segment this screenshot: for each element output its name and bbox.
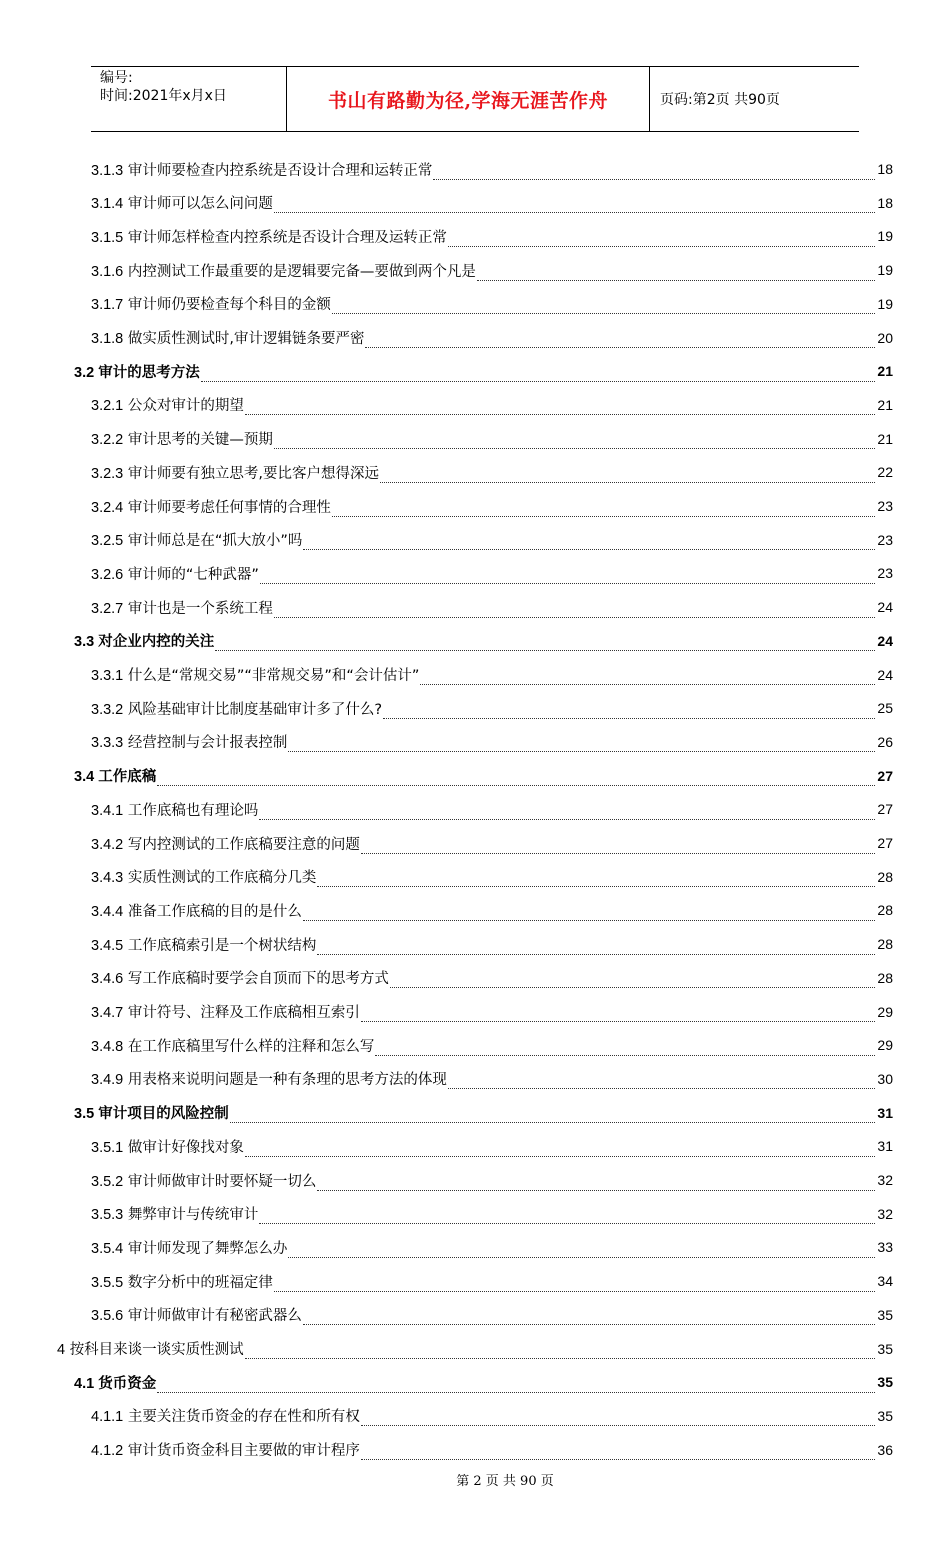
toc-entry-number: 3.5.1 [91, 1139, 124, 1156]
toc-leader-dots [448, 1074, 876, 1089]
toc-entry-page: 24 [877, 666, 893, 683]
toc-entry-label [91, 1271, 273, 1292]
toc-entry-number: 3.2.4 [91, 499, 124, 516]
toc-entry-label [91, 1203, 258, 1224]
toc-entry-number: 3.5.6 [91, 1308, 124, 1325]
toc-entry-label [91, 1035, 374, 1056]
toc-entry[interactable] [91, 152, 893, 186]
toc-entry-label [91, 934, 316, 955]
toc-entry-title: 审计的思考方法 [98, 364, 200, 381]
toc-leader-dots [361, 1411, 876, 1426]
header-meta-cell [91, 67, 287, 131]
toc-entry-page: 19 [877, 295, 893, 312]
toc-leader-dots [157, 1378, 875, 1393]
toc-leader-dots [303, 906, 876, 921]
toc-entry[interactable] [91, 1163, 893, 1197]
toc-entry-number: 3.4.9 [91, 1072, 124, 1089]
toc-entry-number: 3.5.5 [91, 1274, 124, 1291]
toc-entry-page: 35 [877, 1340, 893, 1357]
toc-entry-page: 31 [877, 1138, 893, 1155]
toc-entry-page: 18 [877, 161, 893, 177]
toc-entry-title: 风险基础审计比制度基础审计多了什么? [127, 701, 383, 718]
toc-entry-title: 按科目来谈一谈实质性测试 [69, 1342, 244, 1358]
toc-entry-number: 3.1.7 [91, 297, 124, 314]
toc-entry-label [91, 866, 316, 887]
toc-entry[interactable] [91, 1197, 893, 1231]
toc-entry[interactable] [91, 725, 893, 759]
toc-entry-label [91, 597, 273, 618]
toc-entry-label [91, 698, 382, 719]
toc-entry-title: 审计也是一个系统工程 [127, 600, 273, 617]
toc-leader-dots [245, 1344, 876, 1359]
toc-entry-label [91, 226, 447, 247]
toc-leader-dots [230, 1108, 876, 1123]
toc-entry-page: 18 [877, 194, 893, 211]
toc-entry[interactable] [91, 658, 893, 692]
toc-entry[interactable] [91, 422, 893, 456]
toc-leader-dots [288, 1243, 875, 1258]
toc-entry-page: 32 [877, 1172, 893, 1188]
toc-entry[interactable] [91, 556, 893, 590]
toc-leader-dots [288, 737, 875, 752]
toc-entry-label [74, 1102, 229, 1123]
toc-entry-number: 3.5 [74, 1106, 95, 1123]
toc-entry-number: 3.2.2 [91, 432, 124, 449]
toc-entry[interactable] [91, 1062, 893, 1096]
toc-entry-number: 3.2 [74, 364, 95, 381]
toc-entry-label [74, 361, 200, 382]
toc-entry-title: 审计师可以怎么问问题 [127, 196, 273, 213]
toc-entry[interactable] [91, 860, 893, 894]
toc-entry-title: 工作底稿 [98, 769, 157, 786]
toc-entry-number: 3.3.3 [91, 735, 124, 752]
toc-entry-page: 27 [877, 767, 893, 784]
toc-entry-label [91, 563, 259, 584]
toc-entry[interactable] [91, 927, 893, 961]
toc-entry-label [91, 462, 379, 483]
toc-leader-dots [420, 670, 875, 685]
toc-entry-title: 审计货币资金科目主要做的审计程序 [127, 1443, 360, 1460]
toc-entry-title: 做审计好像找对象 [127, 1139, 244, 1156]
toc-entry-title: 审计师怎样检查内控系统是否设计合理及运转正常 [127, 229, 447, 246]
toc-entry[interactable] [74, 1096, 893, 1130]
toc-entry-label [91, 529, 302, 550]
toc-entry-title: 工作底稿也有理论吗 [127, 802, 259, 819]
toc-entry-number: 3.4.5 [91, 937, 124, 954]
toc-entry-label [91, 1405, 360, 1426]
toc-entry-number: 3.4 [74, 769, 95, 786]
toc-entry-label [91, 293, 331, 314]
toc-leader-dots [201, 367, 876, 382]
toc-entry[interactable] [91, 253, 893, 287]
toc-leader-dots [332, 502, 876, 517]
toc-leader-dots [245, 400, 876, 415]
toc-entry-number: 3.4.6 [91, 971, 124, 988]
toc-entry-title: 在工作底稿里写什么样的注释和怎么写 [127, 1038, 375, 1055]
toc-entry-number: 3.1.6 [91, 263, 124, 280]
toc-entry-number: 4.1.2 [91, 1443, 124, 1460]
toc-leader-dots [260, 569, 876, 584]
toc-entry-number: 3.3.1 [91, 668, 124, 684]
toc-entry-label [91, 394, 244, 415]
toc-entry-number: 3.2.1 [91, 398, 124, 415]
toc-entry[interactable] [91, 691, 893, 725]
toc-leader-dots [274, 434, 876, 449]
toc-entry-number: 3.4.1 [91, 802, 124, 819]
toc-entry-number: 3.4.7 [91, 1005, 124, 1021]
toc-entry[interactable] [91, 961, 893, 995]
toc-entry[interactable] [91, 489, 893, 523]
toc-entry-title: 审计符号、注释及工作底稿相互索引 [127, 1005, 360, 1021]
toc-entry-number: 3.5.4 [91, 1240, 124, 1257]
toc-entry-title: 审计师总是在“抓大放小”吗 [127, 533, 303, 550]
toc-entry-title: 审计思考的关键—预期 [127, 432, 273, 449]
toc-entry[interactable] [91, 219, 893, 253]
toc-entry-page: 29 [877, 1003, 893, 1020]
toc-entry-number: 3.4.3 [91, 870, 124, 887]
toc-entry-page: 28 [877, 936, 893, 953]
toc-entry-title: 舞弊审计与传统审计 [127, 1207, 259, 1224]
toc-leader-dots [317, 872, 875, 887]
toc-entry-label [91, 327, 364, 348]
toc-entry-label [91, 900, 302, 921]
toc-entry-label [74, 630, 214, 651]
toc-entry-page: 23 [877, 531, 893, 548]
toc-entry[interactable] [91, 792, 893, 826]
toc-leader-dots [361, 1445, 876, 1460]
toc-entry[interactable] [91, 388, 893, 422]
toc-entry-page: 27 [877, 835, 893, 851]
toc-entry-number: 3.1.5 [91, 229, 124, 246]
toc-entry-page: 27 [877, 801, 893, 818]
toc-entry-label [91, 496, 331, 517]
page-header [91, 66, 859, 132]
toc-entry-label [91, 1170, 316, 1191]
toc-leader-dots [317, 1176, 875, 1191]
toc-entry[interactable] [74, 759, 893, 793]
toc-leader-dots [390, 973, 876, 988]
toc-entry-number: 3.5.3 [91, 1207, 124, 1224]
toc-entry-label [91, 664, 419, 685]
toc-entry-title: 工作底稿索引是一个树状结构 [127, 937, 317, 954]
toc-entry-number: 3.3 [74, 634, 95, 651]
toc-entry-title: 数字分析中的班福定律 [127, 1274, 273, 1291]
toc-entry[interactable] [74, 1365, 893, 1399]
toc-entry[interactable] [91, 455, 893, 489]
toc-entry-title: 审计师要检查内控系统是否设计合理和运转正常 [127, 162, 433, 179]
toc-entry-number: 3.4.2 [91, 836, 124, 853]
toc-leader-dots [274, 198, 876, 213]
toc-entry-page: 36 [877, 1441, 893, 1458]
toc-entry-label [74, 765, 156, 786]
toc-entry-page: 25 [877, 700, 893, 717]
toc-entry-label [57, 1338, 244, 1359]
toc-leader-dots [317, 940, 875, 955]
toc-entry-title: 用表格来说明问题是一种有条理的思考方法的体现 [127, 1072, 447, 1089]
toc-leader-dots [433, 165, 875, 180]
toc-leader-dots [380, 468, 875, 483]
header-time-label: 时间:2021年x月x日 [100, 88, 227, 104]
toc-entry-page: 35 [877, 1407, 893, 1424]
toc-entry[interactable] [74, 354, 893, 388]
toc-entry-number: 3.4.4 [91, 903, 124, 920]
toc-entry-page: 23 [877, 498, 893, 514]
toc-entry-page: 21 [877, 363, 893, 380]
toc-entry-page: 28 [877, 969, 893, 986]
toc-leader-dots [303, 535, 875, 550]
toc-entry-label [91, 260, 476, 281]
toc-leader-dots [361, 1007, 876, 1022]
toc-entry-page: 31 [877, 1104, 893, 1121]
toc-entry-page: 28 [877, 868, 893, 885]
toc-entry-title: 公众对审计的期望 [127, 398, 244, 415]
toc-entry-page: 21 [877, 430, 893, 447]
toc-entry[interactable] [91, 287, 893, 321]
toc-leader-dots [383, 704, 875, 719]
toc-entry-number: 4.1 [74, 1375, 95, 1392]
toc-entry[interactable] [91, 893, 893, 927]
toc-entry[interactable] [91, 590, 893, 624]
toc-entry-page: 35 [877, 1374, 893, 1391]
toc-entry-page: 24 [877, 599, 893, 616]
toc-entry[interactable] [91, 1230, 893, 1264]
toc-entry-title: 审计师的“七种武器” [127, 566, 259, 583]
toc-entry-title: 审计师做审计时要怀疑一切么 [127, 1173, 317, 1190]
toc-entry-page: 32 [877, 1205, 893, 1222]
toc-entry-page: 19 [877, 262, 893, 279]
toc-entry-label [91, 731, 287, 752]
toc-entry-label [91, 1136, 244, 1157]
toc-entry-page: 21 [877, 396, 893, 413]
toc-leader-dots [375, 1041, 875, 1056]
toc-leader-dots [361, 839, 876, 854]
toc-leader-dots [274, 603, 876, 618]
toc-leader-dots [477, 266, 876, 281]
toc-entry-number: 3.2.7 [91, 600, 124, 617]
toc-entry-title: 写工作底稿时要学会自顶而下的思考方式 [127, 971, 389, 988]
toc-leader-dots [215, 636, 875, 651]
header-slogan: 书山有路勤为径,学海无涯苦作舟 [287, 67, 650, 131]
toc-entry-title: 审计师仍要检查每个科目的金额 [127, 297, 331, 314]
toc-entry-title: 什么是“常规交易”“非常规交易”和“会计估计” [127, 668, 420, 684]
header-number-label: 编号: [100, 70, 133, 86]
toc-entry-page: 24 [877, 632, 893, 649]
toc-entry-page: 35 [877, 1306, 893, 1323]
toc-entry-title: 准备工作底稿的目的是什么 [127, 903, 302, 920]
toc-entry[interactable] [74, 624, 893, 658]
toc-entry-title: 经营控制与会计报表控制 [127, 735, 288, 752]
toc-entry-number: 3.4.8 [91, 1038, 124, 1055]
toc-entry-number: 3.2.6 [91, 566, 124, 583]
toc-entry-number: 3.1.3 [91, 162, 124, 179]
toc-entry-page: 22 [877, 464, 893, 481]
toc-entry[interactable] [91, 1298, 893, 1332]
toc-entry[interactable] [91, 321, 893, 355]
toc-entry-page: 28 [877, 902, 893, 919]
toc-leader-dots [365, 333, 875, 348]
page-footer: 第 2 页 共 90 页 [456, 1474, 554, 1489]
toc-entry-label [91, 1001, 360, 1022]
toc-entry-page: 20 [877, 329, 893, 346]
toc-entry-title: 主要关注货币资金的存在性和所有权 [127, 1409, 360, 1426]
toc-entry-label [91, 799, 258, 820]
toc-entry-number: 4 [57, 1342, 66, 1358]
toc-entry-number: 3.2.5 [91, 533, 124, 550]
toc-entry-page: 19 [877, 228, 893, 245]
toc-entry[interactable] [91, 1028, 893, 1062]
toc-leader-dots [303, 1310, 876, 1325]
toc-entry-title: 做实质性测试时,审计逻辑链条要严密 [127, 331, 365, 347]
toc-entry-title: 实质性测试的工作底稿分几类 [127, 870, 317, 887]
toc-entry-title: 货币资金 [98, 1375, 157, 1392]
toc-entry-number: 3.1.4 [91, 196, 124, 213]
toc-entry-label [91, 428, 273, 449]
toc-entry[interactable] [91, 1433, 893, 1467]
toc-entry[interactable] [91, 186, 893, 220]
toc-entry-label [91, 1439, 360, 1460]
toc-entry-label [91, 1068, 447, 1089]
toc-entry-page: 34 [877, 1273, 893, 1290]
toc-entry-title: 审计项目的风险控制 [98, 1106, 229, 1123]
toc-entry-label [91, 967, 389, 988]
toc-entry-page: 26 [877, 733, 893, 750]
toc-entry[interactable] [91, 523, 893, 557]
toc-entry-label [91, 1304, 302, 1325]
toc-entry-page: 23 [877, 565, 893, 582]
toc-entry-number: 4.1.1 [91, 1409, 124, 1426]
toc-entry[interactable] [91, 995, 893, 1029]
toc-entry-number: 3.5.2 [91, 1173, 124, 1190]
toc-entry-page: 29 [877, 1037, 893, 1054]
toc-leader-dots [274, 1277, 876, 1292]
toc-entry-label [91, 192, 273, 213]
toc-entry-title: 审计师要考虑任何事情的合理性 [127, 499, 331, 516]
toc-leader-dots [157, 771, 875, 786]
toc-entry-title: 内控测试工作最重要的是逻辑要完备—要做到两个凡是 [127, 263, 476, 280]
toc-entry-title: 审计师要有独立思考,要比客户想得深远 [127, 465, 379, 482]
toc-entry-title: 写内控测试的工作底稿要注意的问题 [127, 836, 360, 853]
toc-entry-label [91, 833, 360, 854]
toc-entry-label [74, 1372, 156, 1393]
toc-entry-number: 3.2.3 [91, 465, 124, 482]
header-page-label: 页码:第2页 共90页 [660, 92, 780, 108]
toc-entry[interactable] [57, 1332, 893, 1366]
toc-entry-page: 33 [877, 1239, 893, 1256]
toc-entry-title: 审计师发现了舞弊怎么办 [127, 1240, 288, 1257]
toc-entry-label [91, 1237, 287, 1258]
toc-entry-label [91, 159, 432, 180]
toc-entry[interactable] [91, 1399, 893, 1433]
toc-entry[interactable] [91, 1129, 893, 1163]
toc-entry-title: 对企业内控的关注 [98, 634, 215, 651]
toc-entry[interactable] [91, 1264, 893, 1298]
toc-leader-dots [448, 232, 876, 247]
toc-entry-page: 30 [877, 1070, 893, 1087]
toc-entry-title: 审计师做审计有秘密武器么 [127, 1308, 302, 1325]
toc-entry[interactable] [91, 826, 893, 860]
toc-leader-dots [259, 1209, 875, 1224]
toc-leader-dots [245, 1142, 876, 1157]
toc-entry-number: 3.3.2 [91, 701, 124, 718]
toc-entry-number: 3.1.8 [91, 331, 124, 347]
toc-leader-dots [332, 299, 876, 314]
toc-leader-dots [259, 805, 875, 820]
